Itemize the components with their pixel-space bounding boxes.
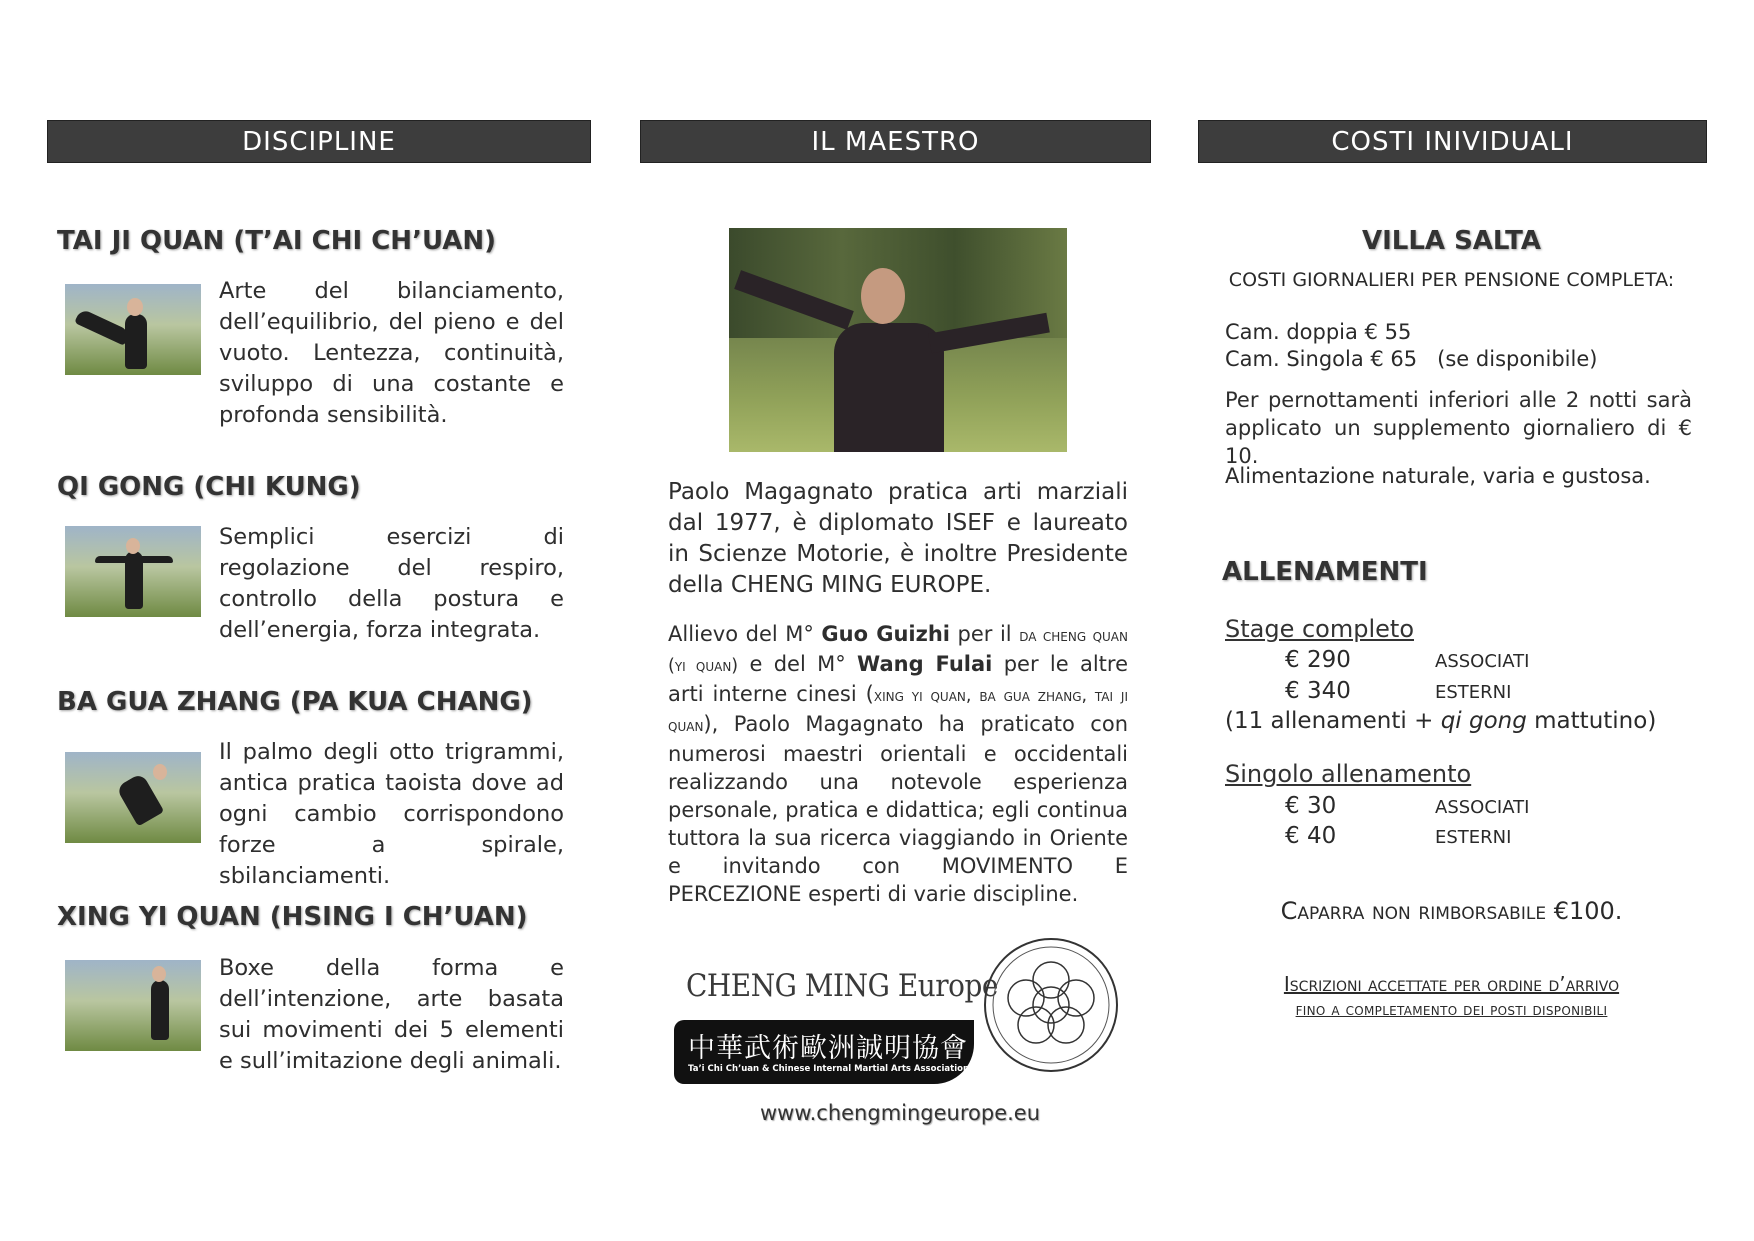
logo-name: CHENG MING Europe (686, 968, 998, 1004)
costi-header-label: COSTI INIVIDUALI (1331, 126, 1574, 157)
logo-chinese: 中華武術歐洲誠明協會 (688, 1033, 968, 1064)
stage-title: Stage completo (1225, 615, 1414, 643)
discipline-title-tai-ji: TAI JI QUAN (T’AI CHI CH’UAN) (57, 226, 497, 256)
discipline-text-qi-gong: Semplici esercizi di regolazione del respiro, controllo della postura e dell’energia, forza integrata. (219, 524, 564, 643)
logo-emblem (984, 938, 1118, 1072)
food-text: Alimentazione naturale, varia e gustosa. (1225, 464, 1651, 488)
maestro-para-1: Paolo Magagnato pratica arti marziali dal 1977, è diplomato ISEF e laureato in Scienze Motorie, è inoltre Presidente della CHENG MING EUROPE. (668, 479, 1128, 598)
ba-gua-photo (65, 752, 201, 843)
allenamenti-title: ALLENAMENTI (1222, 557, 1428, 587)
room-double: Cam. doppia € 55 (1225, 320, 1412, 344)
single-training-title: Singolo allenamento (1225, 760, 1472, 788)
single-price-associati: € 30 ASSOCIATI (1285, 793, 1530, 819)
villa-subtitle: COSTI GIORNALIERI PER PENSIONE COMPLETA: (1228, 269, 1675, 291)
xing-yi-photo (65, 960, 201, 1051)
qi-gong-photo (65, 526, 201, 617)
logo-banner (674, 1020, 974, 1084)
discipline-title-ba-gua: BA GUA ZHANG (PA KUA CHANG) (57, 687, 533, 717)
stage-note: (11 allenamenti + qi gong mattutino) (1225, 708, 1657, 734)
stage-price-esterni: € 340 ESTERNI (1285, 678, 1512, 704)
teacher-wang-fulai: Wang Fulai (857, 652, 993, 676)
single-price-esterni: € 40 ESTERNI (1285, 823, 1512, 849)
registration-line-2: fino a completamento dei posti disponibili (1295, 1000, 1608, 1020)
costi-header (1198, 120, 1707, 163)
discipline-text-tai-ji: Arte del bilanciamento, dell’equilibrio, del pieno e del vuoto. Lentezza, continuità, sviluppo di una costante e profonda sensibilità. (219, 278, 564, 428)
cheng-ming-logo (672, 938, 1122, 1088)
maestro-header (640, 120, 1151, 163)
tai-ji-photo (65, 284, 201, 375)
deposit-text: Caparra non rimborsabile €100. (1280, 897, 1623, 925)
villa-title: VILLA SALTA (1361, 226, 1542, 256)
discipline-text-xing-yi: Boxe della forma e dell’intenzione, arte basata sui movimenti dei 5 elementi e sull’imitazione degli animali. (219, 955, 564, 1074)
discipline-text-ba-gua: Il palmo degli otto trigrammi, antica pratica taoista dove ad ogni cambio corrispondono forze a spirale, sbilanciamenti. (219, 739, 564, 889)
discipline-title-xing-yi: XING YI QUAN (HSING I CH’UAN) (57, 902, 528, 932)
logo-tagline: Ta’i Chi Ch’uan & Chinese Internal Martial Arts Association (688, 1064, 970, 1074)
supplement-text: Per pernottamenti inferiori alle 2 notti sarà applicato un supplemento giornaliero di € 10. (1225, 388, 1692, 468)
discipline-title-qi-gong: QI GONG (CHI KUNG) (57, 472, 361, 502)
room-single-note: (se disponibile) (1437, 347, 1598, 371)
registration-line-1: Iscrizioni accettate per ordine d’arrivo (1283, 972, 1620, 996)
discipline-header-label: DISCIPLINE (242, 126, 396, 157)
website-link[interactable]: www.chengmingeurope.eu (760, 1101, 1041, 1125)
maestro-header-label: IL MAESTRO (811, 126, 980, 157)
room-single: Cam. Singola € 65 (se disponibile) (1225, 347, 1598, 371)
discipline-header (47, 120, 591, 163)
stage-price-associati: € 290 ASSOCIATI (1285, 647, 1530, 673)
teacher-guo-guizhi: Guo Guizhi (821, 622, 950, 646)
maestro-photo (729, 228, 1067, 452)
maestro-para-2: Allievo del M° Guo Guizhi per il da cheng quan (yi quan) e del M° Wang Fulai per le altre arti interne cinesi (xing yi quan, ba gua zhang, tai ji quan), Paolo Magagnato ha praticato con numerosi maestri orientali e occidentali realizzando una notevole esperienza personale, pratica e didattica; egli continua tuttora la sua ricerca viaggiando in Oriente e invitando con MOVIMENTO E PERCEZIONE esperti di varie discipline. (668, 622, 1128, 906)
